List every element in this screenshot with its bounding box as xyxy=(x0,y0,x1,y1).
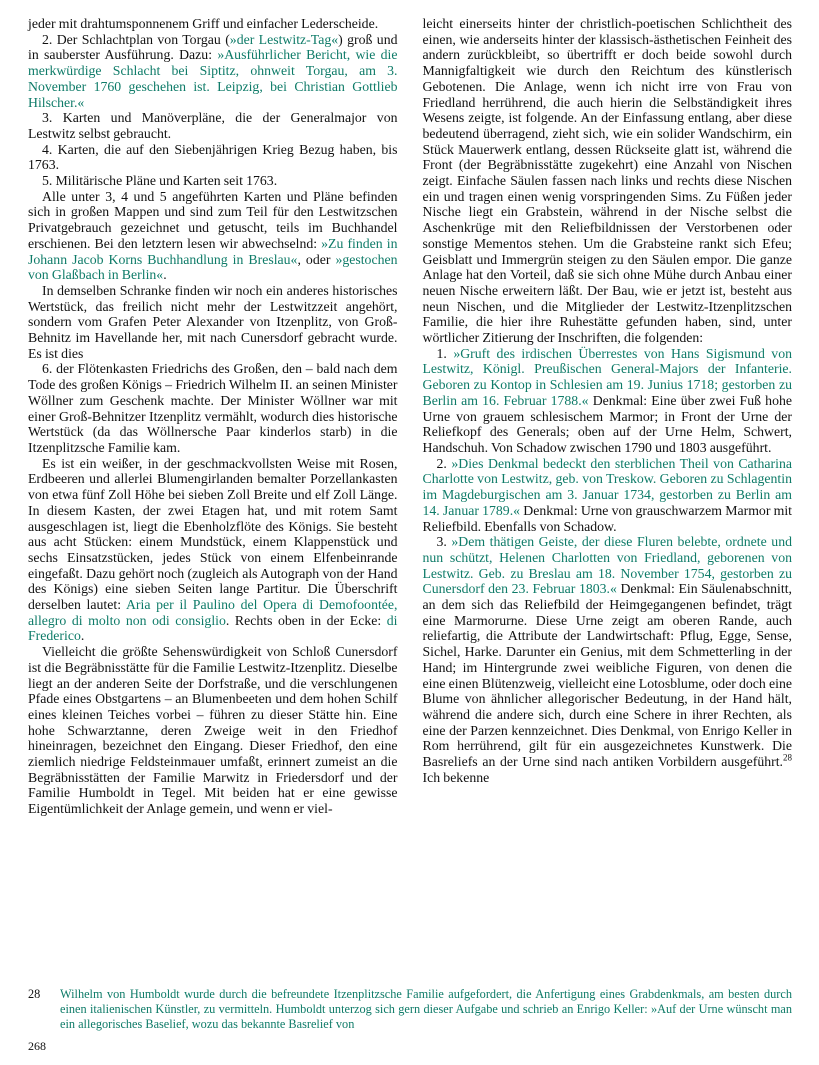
paragraph xyxy=(28,142,398,173)
quoted-text: »Dies Denkmal bedeckt den sterblichen Theil von Catharina Charlotte von Lestwitz, geb. von Treskow. Geboren zu Schlagentin im Magdeburgischen am 3. Januar 1734, gestorben zu Berlin am 14. Januar 1789.« xyxy=(422,455,792,518)
paragraph xyxy=(423,456,793,535)
quoted-text: »der Lestwitz-Tag« xyxy=(229,31,339,47)
footnote-number: 28 xyxy=(28,987,41,1001)
page-footer xyxy=(28,977,792,1053)
left-column xyxy=(28,16,398,817)
paragraph xyxy=(28,16,398,32)
text-segment: ) groß und in sauberster Ausführung. Dazu: xyxy=(28,31,398,63)
text-columns xyxy=(28,16,792,977)
text-segment: Ich bekenne xyxy=(422,769,490,785)
quoted-text: Wilhelm von Humboldt wurde durch die befreundete Itzenplitzsche Familie aufgefordert, die Anfertigung eines Grabdenkmals, am besten durch einen italienischen Künstler, zu vermitteln. Humboldt unterzog sich gern dieser Aufgabe und schrieb an Enrigo Keller: »Auf der Urne wünscht man ein allegorisches Baselief, wozu das bekannte Basrelief von xyxy=(60,987,792,1031)
text-segment: 4. Karten, die auf den Siebenjährigen Krieg Bezug haben, bis 1763. xyxy=(28,141,398,173)
text-segment: 6. der Flötenkasten Friedrichs des Großen, den – bald nach dem Tode des großen Königs – Friedrich Wilhelm II. an seinen Minister Wöllner zum Geschenk machte. Der Minister Wöllner war mit einer Groß-Behnitzer Itzenplitz vermählt, wodurch dies historische Wertstück (da das Wöllnersche Paar kinderlos starb) in die Itzenplitzsche Familie kam. xyxy=(28,361,398,455)
quoted-text: »Zu finden in Johann Jacob Korns Buchhandlung in Breslau« xyxy=(28,235,398,267)
paragraph xyxy=(28,173,398,189)
text-segment: 2. Der Schlachtplan von Torgau ( xyxy=(42,31,230,47)
paragraph xyxy=(28,32,398,111)
quoted-text: »Dem thätigen Geiste, der diese Fluren belebte, ordnete und nun schützt, Helenen Charlotten von Friedland, geborenen von Lestwitz. Geb. zu Breslau am 18. November 1754, gestorben zu Cunersdorf den 23. Februar 1803.« xyxy=(422,534,792,597)
footnote-text xyxy=(60,987,792,1032)
text-segment: 1. xyxy=(436,345,454,361)
text-segment: 3. Karten und Manöverpläne, die der Generalmajor von Lestwitz selbst gebraucht. xyxy=(28,110,398,141)
quoted-text: »Gruft des irdischen Überrestes von Hans Sigismund von Lestwitz, Königl. Preußischen General-Majors der Infanterie. Geboren zu Kontop in Schlesien am 19. Junius 1718; gestorben zu Berlin am 16. Februar 1788.« xyxy=(422,345,793,408)
paragraph xyxy=(28,189,398,283)
paragraph xyxy=(423,534,793,785)
footnote-reference[interactable]: 28 xyxy=(783,752,792,763)
text-segment: 5. Militärische Pläne und Karten seit 1763. xyxy=(42,173,278,189)
text-segment: Vielleicht die größte Sehenswürdigkeit von Schloß Cunersdorf ist die Begräbnisstätte für die Familie Lestwitz-Itzenplitz. Dieselbe liegt an der anderen Seite der Dorfstraße, und die verschlungenen Pfade eines Obstgartens – an Blumenbeeten und dem hohen Schilf eines kleinen Teiches vorbei – führen zu dieser Stätte hin. Eine hohe Schwarztanne, deren Zweige weit in den Friedhof hineinragen, bezeichnet den Eingang. Dieser Friedhof, den eine ziemlich niedrige Feldsteinmauer umfaßt, erinnert zumeist an die Begräbnisstätten der Familie Marwitz in Friedersdorf und der Familie Humboldt in Tegel. Mit beiden hat er eine gewisse Eigentümlichkeit der Anlage gemein, und wenn er viel- xyxy=(28,644,398,817)
paragraph xyxy=(28,361,398,455)
text-segment: Denkmal: Ein Säulenabschnitt, an dem sich das Reliefbild der Heimgegangenen befindet, trägt eine Marmorurne. Diese Urne zeigt am oberen Rande, auch reliefartig, die Attribute der Landwirtschaft: Pflug, Egge, Sense, Sichel, Harke. Darunter ein Genius, mit dem Schmetterling in der Hand; im Hintergrunde zwei weibliche Figuren, von denen die eine einen Blütenzweig, vielleicht eine Lotosblume, oder doch eine Blume von ähnlicher allegorischer Bedeutung, in der Hand hält, während die andere sich, durch eine Schere in ihrer Rechten, als eine der Parzen kennzeichnet. Dies Denkmal, von Enrigo Keller in Rom herrührend, gilt für ein ausgezeichnetes Kunstwerk. Die Basreliefs an der Urne sind nach antiken Vorbildern ausgeführt. xyxy=(422,581,792,770)
text-segment: 2. xyxy=(436,455,452,471)
quoted-text: »gestochen von Glaßbach in Berlin« xyxy=(28,251,398,283)
quoted-text: di Frederico xyxy=(28,612,398,644)
text-segment: 3. xyxy=(436,534,452,550)
paragraph xyxy=(423,346,793,456)
footnote xyxy=(28,987,792,1032)
quoted-text: Aria per il Paulino del Opera di Demofoontée, allegro di molto non odi consiglio xyxy=(28,597,398,628)
right-column xyxy=(423,16,793,785)
text-segment: Denkmal: Urne von grauschwarzem Marmor mit Reliefbild. Ebenfalls von Schadow. xyxy=(422,502,792,534)
text-segment: Es ist ein weißer, in der geschmackvollsten Weise mit Rosen, Erdbeeren und allerlei Blumengirlanden bemalter Porzellankasten von etwa fünf Zoll Höhe bei sieben Zoll Breite und elf Zoll Länge. In diesem Kasten, der zwei Etagen hat, und mit rotem Samt ausgeschlagen ist, liegt die Ebenholzflöte des Königs. Sie besteht aus acht Stücken: einem Mundstück, einem Klappenstück und sechs Einsatzstücken, jedes Stück von einem Elfenbeinrande eingefaßt. Dazu gehört noch (zugleich als Autograph von der Hand des Königs) eine sieben Seiten lange Partitur. Die Überschrift derselben lautet: xyxy=(28,455,398,613)
text-segment: . Rechts oben in der Ecke: xyxy=(225,612,387,628)
paragraph xyxy=(28,644,398,817)
paragraph xyxy=(28,456,398,644)
text-segment: leicht einerseits hinter der christlich-poetischen Schlichtheit des einen, wie anderseits hinter der klassisch-ästhetischen Feinheit des andern zurückbleibt, so übertrifft er doch beide sowohl durch Mannigfaltigkeit wie durch den Reichtum des künstlerisch Gebotenen. Die Anlage, wenn ich nicht irre von Frau von Friedland herrührend, die auch hierin die Selbständigkeit ihres Wesens zeigte, ist folgende. An der Einfassung entlang, aber diese bedeutend überragend, zieht sich, wie ein solider Wandschirm, ein Stück Mauerwerk entlang, dessen Rückseite glatt ist, während die Front (der Begräbnisstätte zugekehrt) eine Anzahl von Nischen zeigt. Einfache Säulen fassen nach links und rechts diese Nischen ein und tragen einen wenig vorspringenden Sims. Zu Füßen jeder Nische liegt ein Grabstein, während in der Nische selbst die Aschenkrüge mit den Reliefbildnissen der Verstorbenen oder sonstige Mementos stehen. Um die Grabsteine rankt sich Efeu; Geisblatt und Immergrün steigen zu den Säulen empor. Die ganze Anlage hat den Vorteil, daß sie sich ohne Mühe durch Anbau einer neuen Nische erweitern läßt. Der Bau, wie er jetzt ist, besteht aus neun Nischen, und die Mitglieder der Lestwitz-Itzenplitzschen Familie, die hier ihre Ruhestätte gefunden haben, sind, unter wörtlicher Zitierung der Inschriften, die folgenden: xyxy=(422,16,792,346)
text-segment: . xyxy=(80,628,85,644)
quoted-text: »Ausführlicher Bericht, wie die merkwürdige Schlacht bei Siptitz, ohnweit Torgau, am 3. November 1760 geschehen ist. Leipzig, bei Christian Gottlieb Hilscher.« xyxy=(28,47,398,110)
paragraph xyxy=(423,16,793,346)
text-segment: In demselben Schranke finden wir noch ein anderes historisches Wertstück, das freilich nicht mehr der Lestwitzzeit angehört, sondern vom Grafen Peter Alexander von Itzenplitz, von Groß-Behnitz im Havellande her, mit nach Cunersdorf gebracht wurde. Es ist dies xyxy=(28,282,398,361)
text-segment: Alle unter 3, 4 und 5 angeführten Karten und Pläne befinden sich in großen Mappen und sind zum Teil für den Lestwitzschen Privatgebrauch gezeichnet und getuscht, teils im Buchhandel erschienen. Bei den letztern lesen wir abwechselnd: xyxy=(28,188,398,251)
text-segment: Denkmal: Eine über zwei Fuß hohe Urne von grauem schlesischem Marmor; in Front der Urne der Reliefkopf des Generals; oben auf der Urne Helm, Schwert, Handschuh. Von Schadow zwischen 1790 und 1803 ausgeführt. xyxy=(422,392,792,455)
text-segment: . xyxy=(163,267,167,283)
page-number: 268 xyxy=(28,1039,46,1053)
paragraph xyxy=(28,110,398,141)
paragraph xyxy=(28,283,398,362)
text-segment: , oder xyxy=(297,251,336,267)
text-segment: jeder mit drahtumsponnenem Griff und einfacher Lederscheide. xyxy=(28,16,379,31)
